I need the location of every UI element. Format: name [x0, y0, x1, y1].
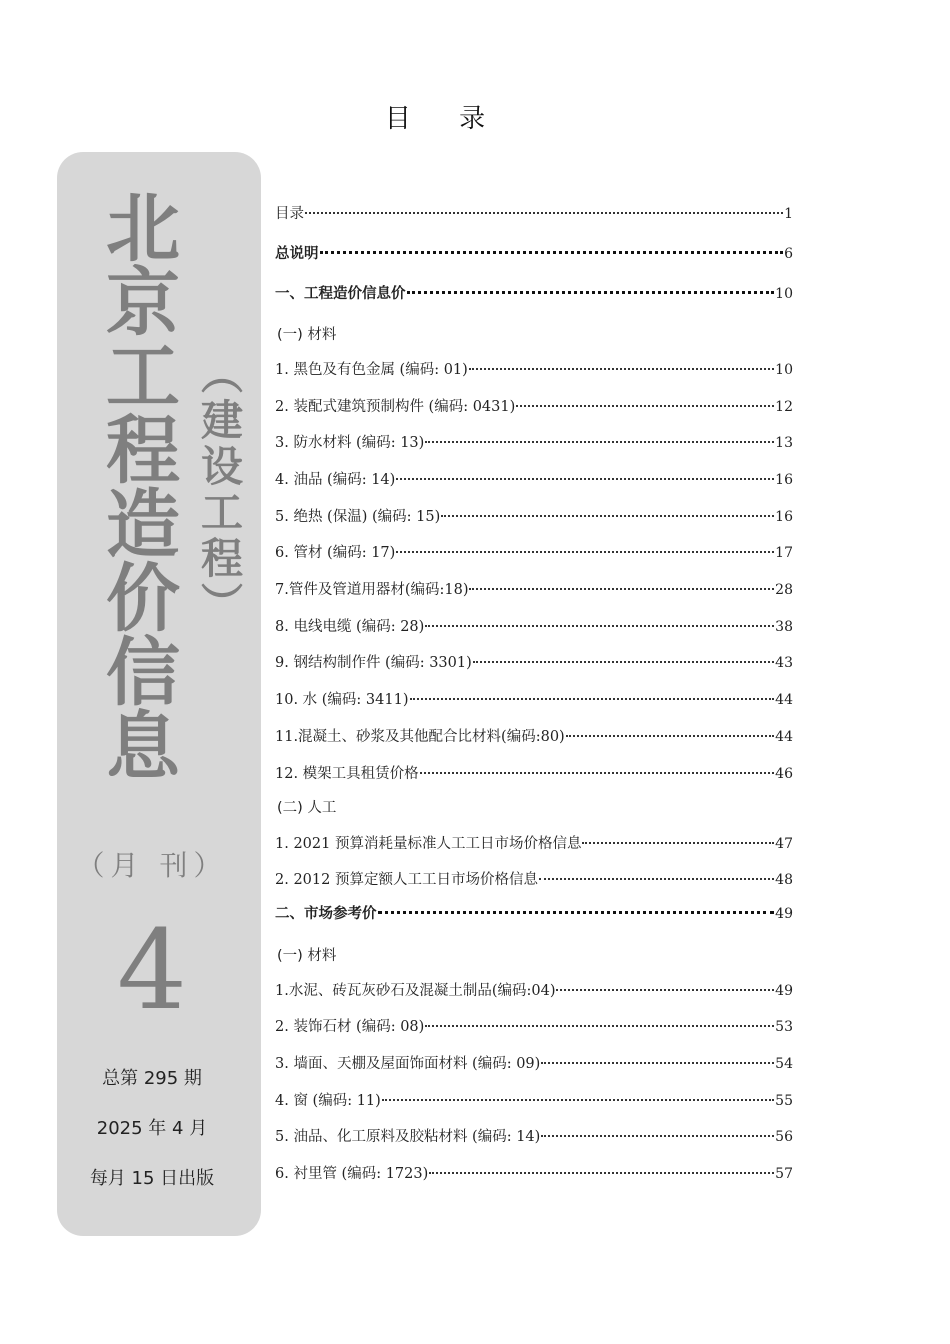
toc-entry-label: 总说明 [275, 246, 319, 262]
toc-entry-label: 4. 油品 (编码: 14) [275, 472, 396, 488]
toc-entry-page: 47 [775, 836, 793, 852]
dot-leader [320, 251, 784, 254]
toc-entry[interactable] [275, 358, 793, 379]
toc-entry-page: 57 [775, 1166, 793, 1182]
dot-leader [539, 878, 774, 880]
toc-entry[interactable] [275, 1015, 793, 1036]
dot-leader [407, 291, 775, 294]
dot-leader [441, 515, 774, 517]
toc-entry-page: 17 [775, 545, 793, 561]
toc-entry-page: 56 [775, 1129, 793, 1145]
title-char: 工 [106, 334, 180, 420]
toc-entry[interactable] [275, 979, 793, 1000]
toc-entry[interactable] [275, 1089, 793, 1110]
toc-entry[interactable] [275, 688, 793, 709]
subtitle-char: 程 [200, 534, 243, 583]
toc-entry-page: 49 [775, 983, 793, 999]
toc-entry-page: 12 [775, 399, 793, 415]
dot-leader [556, 989, 774, 991]
subtitle-char: 设 [200, 442, 243, 491]
toc-entry-label: 二、市场参考价 [275, 906, 377, 922]
toc-entry-page: 44 [775, 692, 793, 708]
total-issue: 总第 295 期 [102, 1068, 202, 1089]
toc-section-heading: (一) 材料 [277, 948, 337, 964]
toc-section-heading: (二) 人工 [277, 800, 337, 816]
toc-entry[interactable] [275, 431, 793, 452]
toc-entry[interactable] [275, 1125, 793, 1146]
toc-section-heading: (一) 材料 [277, 327, 337, 343]
toc-entry[interactable] [275, 468, 793, 489]
toc-entry[interactable] [275, 1052, 793, 1073]
toc-entry-label: 10. 水 (编码: 3411) [275, 692, 409, 708]
dot-leader [473, 661, 774, 663]
toc-entry-label: 5. 油品、化工原料及胶粘材料 (编码: 14) [275, 1129, 541, 1145]
dot-leader [516, 405, 774, 407]
toc-entry[interactable] [275, 282, 793, 303]
dot-leader [396, 551, 774, 553]
toc-entry-page: 44 [775, 729, 793, 745]
publication-subtitle [197, 352, 247, 628]
toc-entry-label: 2. 装配式建筑预制构件 (编码: 0431) [275, 399, 516, 415]
cover-sidebar [57, 152, 261, 1236]
toc-entry-page: 13 [775, 435, 793, 451]
toc-entry-label: 6. 管材 (编码: 17) [275, 545, 396, 561]
dot-leader [425, 1025, 774, 1027]
toc-entry[interactable] [275, 725, 793, 746]
toc-entry-page: 10 [775, 362, 793, 378]
toc-entry-label: 2. 装饰石材 (编码: 08) [275, 1019, 425, 1035]
title-char: 息 [106, 704, 180, 790]
publication-frequency: （月 刊） [76, 849, 228, 882]
dot-leader [566, 735, 774, 737]
publication-title [103, 186, 183, 790]
dot-leader [410, 698, 775, 700]
toc-entry[interactable] [275, 762, 793, 783]
toc-entry-page: 54 [775, 1056, 793, 1072]
toc-entry-label: 一、工程造价信息价 [275, 286, 406, 302]
title-char: 造 [106, 482, 180, 568]
dot-leader [378, 911, 775, 914]
toc-entry-label: 1. 2021 预算消耗量标准人工工日市场价格信息 [275, 836, 582, 852]
title-char: 价 [106, 556, 180, 642]
toc-entry-page: 28 [775, 582, 793, 598]
issue-number: 4 [117, 906, 187, 1034]
dot-leader [425, 441, 774, 443]
toc-entry-label: 3. 墙面、天棚及屋面饰面材料 (编码: 09) [275, 1056, 541, 1072]
toc-entry-page: 16 [775, 472, 793, 488]
toc-entry[interactable] [275, 541, 793, 562]
title-char: 程 [106, 408, 180, 494]
toc-entry-page: 16 [775, 509, 793, 525]
toc-entry[interactable] [275, 578, 793, 599]
toc-entry[interactable] [275, 1162, 793, 1183]
toc-entry-page: 46 [775, 766, 793, 782]
publish-day: 每月 15 日出版 [89, 1168, 215, 1189]
page-heading: 目 录 [384, 104, 506, 134]
toc-entry-label: 5. 绝热 (保温) (编码: 15) [275, 509, 441, 525]
toc-entry-label: 目录 [275, 206, 304, 222]
toc-entry-page: 53 [775, 1019, 793, 1035]
toc-entry[interactable] [275, 651, 793, 672]
subtitle-char: 工 [200, 488, 243, 537]
toc-entry-label: 1.水泥、砖瓦灰砂石及混凝土制品(编码:04) [275, 983, 556, 999]
toc-entry[interactable] [275, 868, 793, 889]
subtitle-char: 建 [200, 396, 243, 445]
toc-entry-label: 3. 防水材料 (编码: 13) [275, 435, 425, 451]
title-char: 京 [106, 260, 180, 346]
dot-leader [541, 1135, 774, 1137]
toc-entry-page: 38 [775, 619, 793, 635]
toc-entry[interactable] [275, 615, 793, 636]
toc-entry-page: 1 [784, 206, 793, 222]
title-char: 信 [106, 630, 180, 716]
toc-entry-page: 49 [775, 906, 793, 922]
toc-entry[interactable] [275, 242, 793, 263]
dot-leader [420, 772, 775, 774]
toc-entry[interactable] [275, 902, 793, 923]
dot-leader [396, 478, 774, 480]
dot-leader [305, 212, 783, 214]
subtitle-paren-close: ︶ [200, 580, 243, 629]
dot-leader [429, 1172, 774, 1174]
toc-entry-label: 12. 模架工具租赁价格 [275, 766, 419, 782]
dot-leader [541, 1062, 774, 1064]
toc-entry-label: 1. 黑色及有色金属 (编码: 01) [275, 362, 468, 378]
toc-entry[interactable] [275, 832, 793, 853]
toc-entry-label: 8. 电线电缆 (编码: 28) [275, 619, 425, 635]
toc-entry-label: 9. 钢结构制作件 (编码: 3301) [275, 655, 472, 671]
toc-entry-page: 48 [775, 872, 793, 888]
toc-entry-label: 7.管件及管道用器材(编码:18) [275, 582, 469, 598]
toc-entry-label: 4. 窗 (编码: 11) [275, 1093, 381, 1109]
toc-entry-label: 2. 2012 预算定额人工工日市场价格信息 [275, 872, 538, 888]
toc-entry-page: 10 [775, 286, 793, 302]
toc-entry-page: 6 [784, 246, 793, 262]
toc-entry[interactable] [275, 202, 793, 223]
issue-date: 2025 年 4 月 [96, 1118, 208, 1139]
title-char: 北 [106, 186, 180, 272]
toc-entry-page: 55 [775, 1093, 793, 1109]
toc-entry-label: 6. 衬里管 (编码: 1723) [275, 1166, 429, 1182]
dot-leader [469, 588, 774, 590]
dot-leader [582, 842, 774, 844]
toc-entry[interactable] [275, 505, 793, 526]
dot-leader [469, 368, 774, 370]
toc-entry[interactable] [275, 395, 793, 416]
dot-leader [382, 1099, 774, 1101]
subtitle-paren-open: ︵ [200, 350, 243, 399]
toc-entry-label: 11.混凝土、砂浆及其他配合比材料(编码:80) [275, 729, 565, 745]
dot-leader [425, 625, 774, 627]
toc-entry-page: 43 [775, 655, 793, 671]
